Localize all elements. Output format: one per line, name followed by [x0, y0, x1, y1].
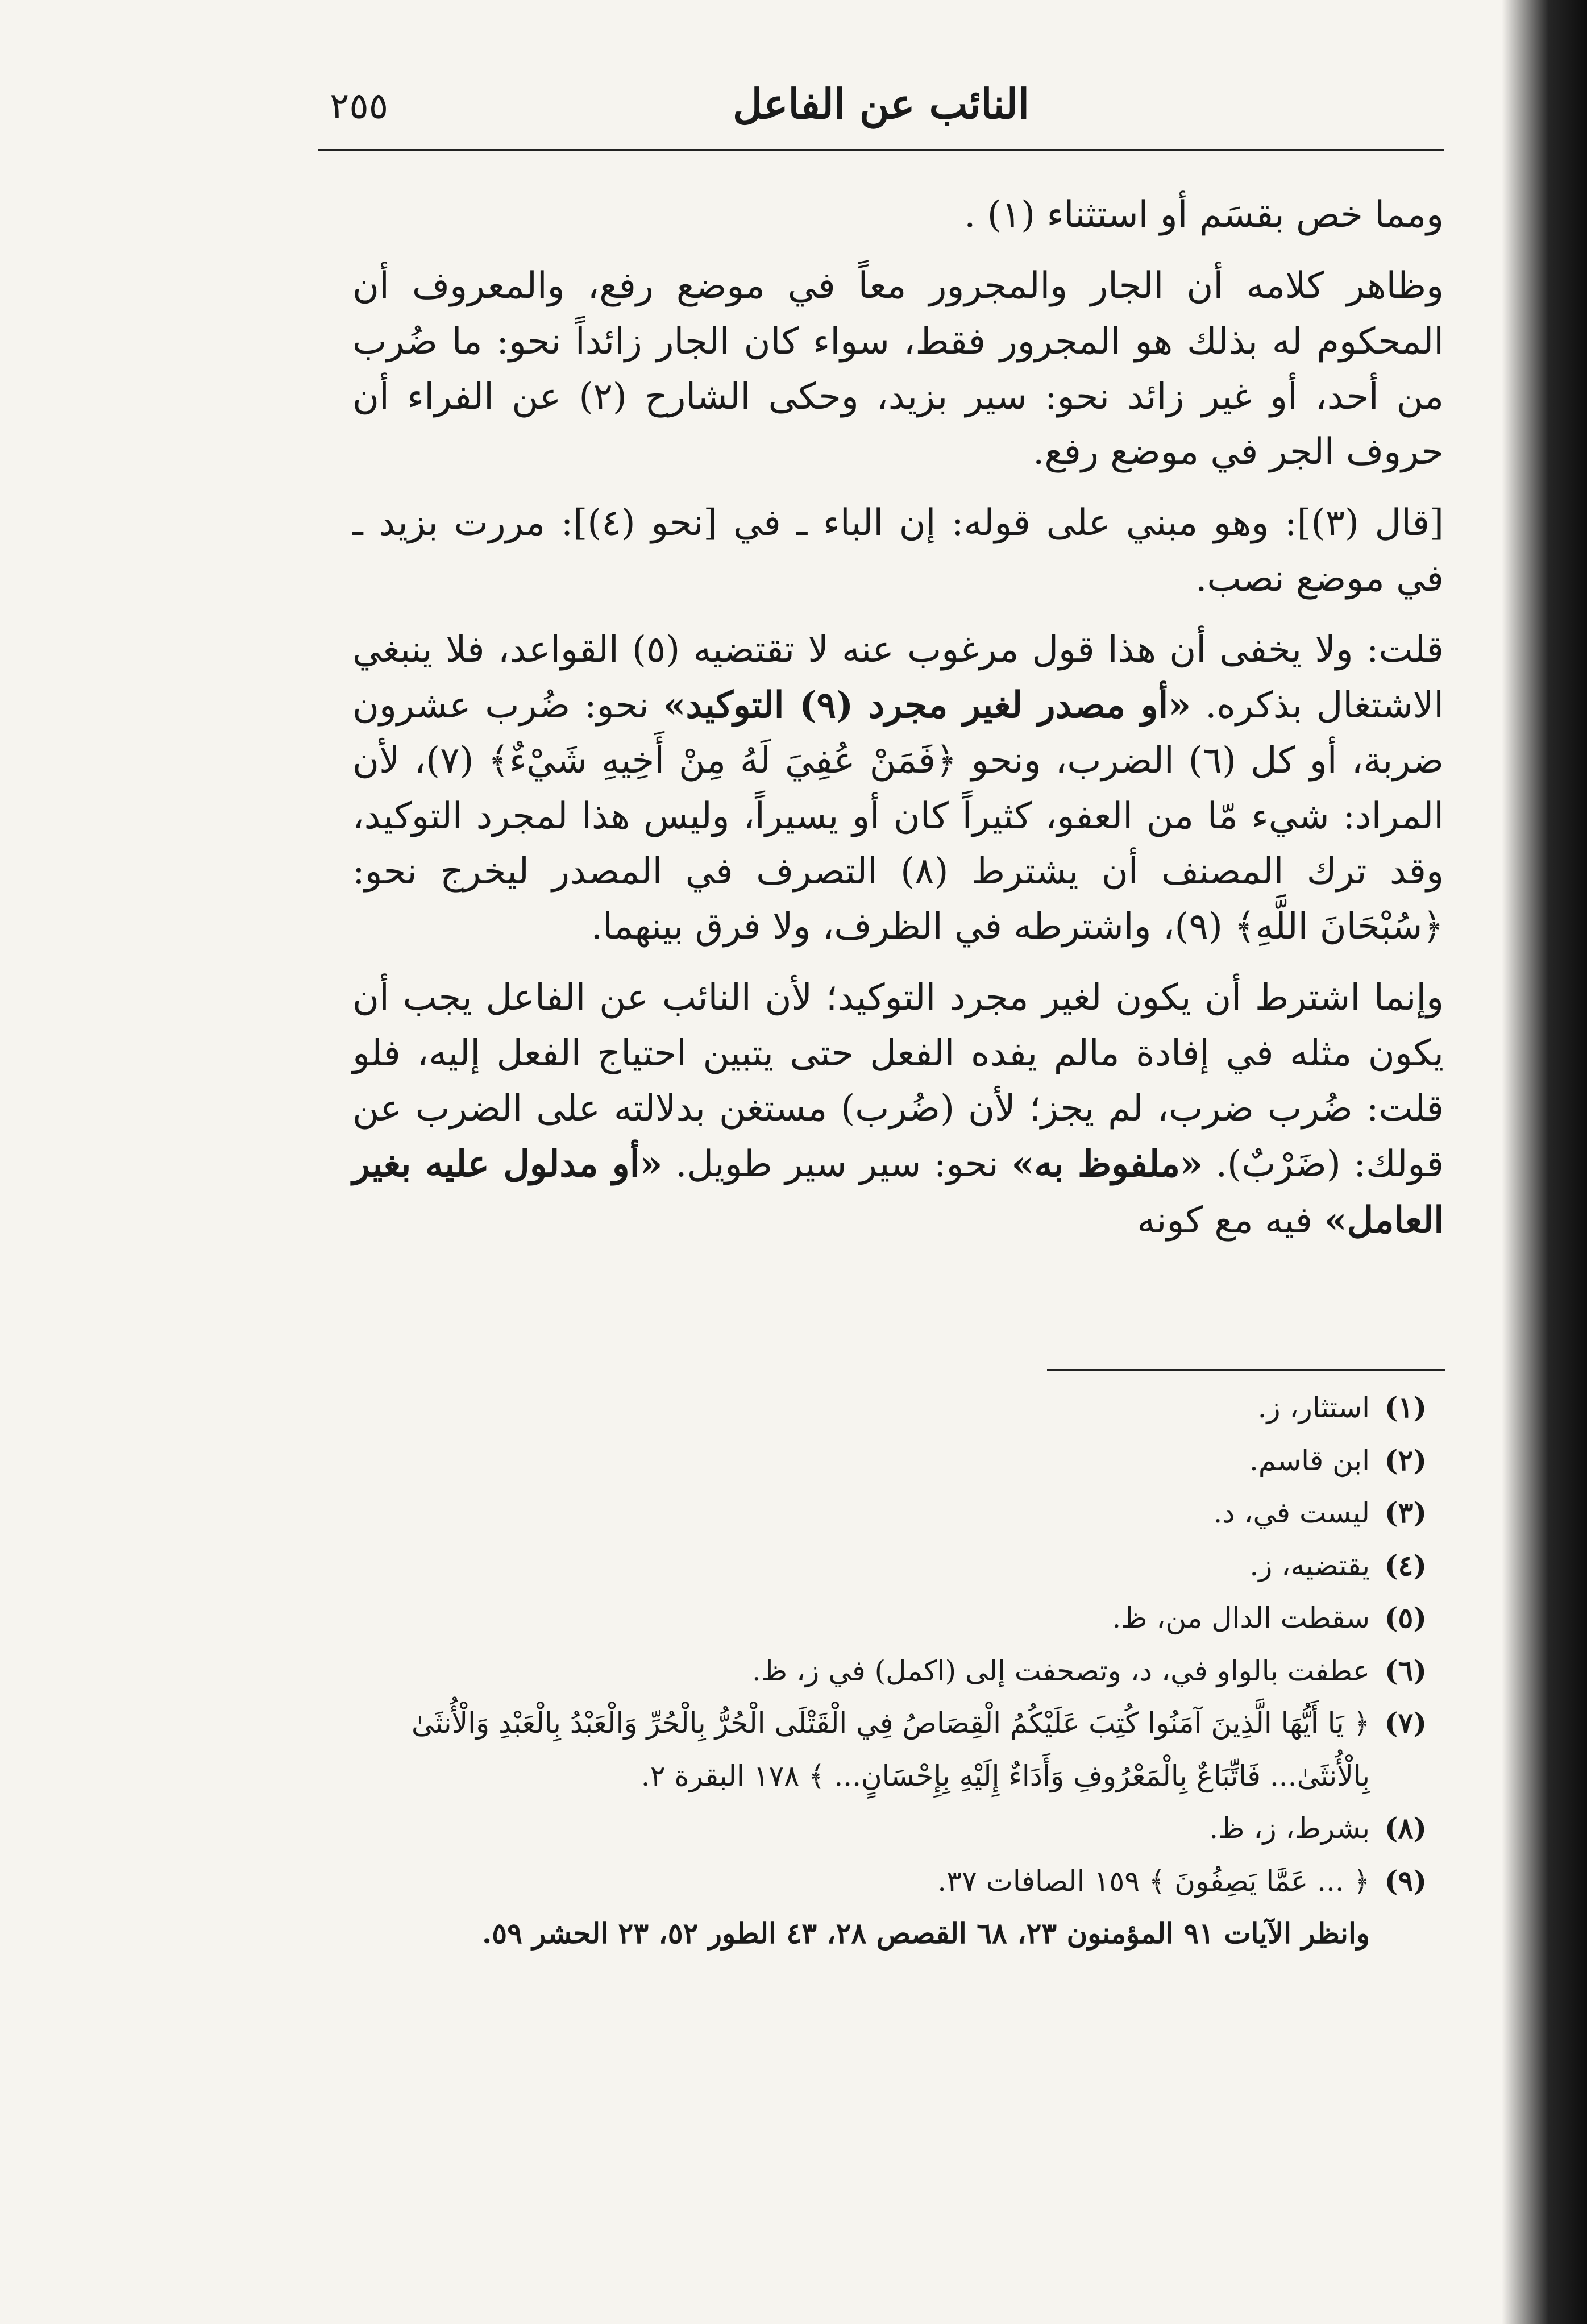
footnote-text: عطفت بالواو في، د، وتصحفت إلى (اكمل) في ز، ظ.	[751, 1654, 1370, 1687]
matn-quote: «ملفوظ به»	[1011, 1143, 1203, 1186]
footnote-text: يقتضيه، ز.	[1249, 1549, 1370, 1582]
footnote-number: (٩)	[1384, 1864, 1427, 1898]
page-number: ٢٥٥	[330, 85, 389, 127]
header-rule	[318, 149, 1444, 151]
page-header	[318, 68, 1444, 153]
main-text	[352, 188, 1444, 1264]
footnote	[318, 1645, 1427, 1698]
paragraph-2: وظاهر كلامه أن الجار والمجرور معاً في موضع رفع، والمعروف أن المحكوم له بذلك هو المجرور فقط، سواء كان الجار زائداً نحو: ما ضُرب من أحد، أو غير زائد نحو: سير بزيد، وحكى الشارح (٢) عن الفراء أن حروف الجر في موضع رفع.	[352, 265, 1444, 474]
footnote	[318, 1697, 1427, 1802]
footnote-extra: وانظر الآيات ٩١ المؤمنون ٢٣، ٦٨ القصص ٢٨، ٤٣ الطور ٥٢، ٢٣ الحشر ٥٩.	[481, 1916, 1370, 1950]
footnote-number: (١)	[1384, 1391, 1427, 1424]
paragraph-5-part-b: نحو: سير سير طويل.	[675, 1143, 999, 1186]
footnote-number: (٢)	[1384, 1443, 1427, 1477]
footnote	[318, 1539, 1427, 1592]
paragraph-5-part-c: فيه مع كونه	[1137, 1199, 1313, 1242]
footnote	[318, 1381, 1427, 1434]
footnote	[318, 1592, 1427, 1645]
footnote-text: ليست في، د.	[1213, 1496, 1370, 1529]
footnote-text: سقطت الدال من، ظ.	[1112, 1601, 1370, 1634]
matn-quote: «أو مصدر لغير مجرد (٩) التوكيد»	[663, 684, 1191, 727]
footnote-rule	[1047, 1369, 1445, 1371]
footnote-number: (٥)	[1384, 1601, 1427, 1634]
paragraph-5	[352, 970, 1444, 1248]
matn-quote: «أو مدلول عليه بغير العامل»	[352, 1143, 1444, 1242]
footnote	[318, 1855, 1427, 1908]
footnote-number: (٤)	[1384, 1548, 1427, 1582]
paragraph-1: ومما خص بقسَم أو استثناء (١) .	[964, 194, 1444, 236]
footnote-text: ابن قاسم.	[1249, 1443, 1370, 1477]
footnote-text: ﴿ يَا أَيُّهَا الَّذِينَ آمَنُوا كُتِبَ عَلَيْكُمُ الْقِصَاصُ فِي الْقَتْلَى الْحُرُّ بِالْحُرِّ وَالْعَبْدُ بِالْعَبْدِ وَالْأُنثَىٰ بِالْأُنثَىٰ... فَاتِّبَاعٌ بِالْمَعْرُوفِ وَأَدَاءٌ إِلَيْهِ بِإِحْسَانٍ... ﴾ ١٧٨ البقرة ٢.	[411, 1707, 1370, 1792]
footnote-text: ﴿ ... عَمَّا يَصِفُونَ ﴾ ١٥٩ الصافات ٣٧.	[937, 1864, 1370, 1898]
paragraph-4	[352, 622, 1444, 955]
footnotes	[318, 1381, 1444, 1960]
footnote-number: (٧)	[1384, 1706, 1427, 1740]
footnote-number: (٣)	[1384, 1496, 1427, 1529]
footnote-text: بشرط، ز، ظ.	[1209, 1812, 1370, 1845]
footnote-text: استثار، ز.	[1257, 1391, 1370, 1424]
page-edge-shadow	[1502, 0, 1587, 2324]
running-head: النائب عن الفاعل	[732, 80, 1030, 128]
footnote-number: (٦)	[1384, 1653, 1427, 1687]
footnote	[318, 1802, 1427, 1855]
paragraph-5-part-a: وإنما اشترط أن يكون لغير مجرد التوكيد؛ لأن النائب عن الفاعل يجب أن يكون مثله في إفادة مالم يفده الفعل حتى يتبين احتياج الفعل إليه، فلو قلت: ضُرب ضرب، لم يجز؛ لأن (ضُرب) مستغن بدلالته على الضرب عن قولك: (ضَرْبٌ).	[352, 977, 1444, 1186]
paragraph-4-part-a: قلت: ولا يخفى أن هذا قول مرغوب عنه لا تقتضيه (٥) القواعد، فلا ينبغي الاشتغال بذكره.	[352, 628, 1444, 727]
paragraph-4-part-b: نحو: ضُرب عشرون ضربة، أو كل (٦) الضرب، ونحو ﴿فَمَنْ عُفِيَ لَهُ مِنْ أَخِيهِ شَيْءٌ﴾ (٧)، لأن المراد: شيء مّا من العفو، كثيراً كان أو يسيراً، وليس هذا لمجرد التوكيد، وقد ترك المصنف أن يشترط (٨) التصرف في المصدر ليخرج نحو: ﴿سُبْحَانَ اللَّهِ﴾ (٩)، واشترطه في الظرف، ولا فرق بينهما.	[352, 684, 1444, 948]
footnote-number: (٨)	[1384, 1811, 1427, 1845]
footnote	[318, 1434, 1427, 1487]
paragraph-3: [قال (٣)]: وهو مبني على قوله: إن الباء ـ في [نحو (٤)]: مررت بزيد ـ في موضع نصب.	[352, 502, 1444, 600]
footnote	[318, 1487, 1427, 1539]
